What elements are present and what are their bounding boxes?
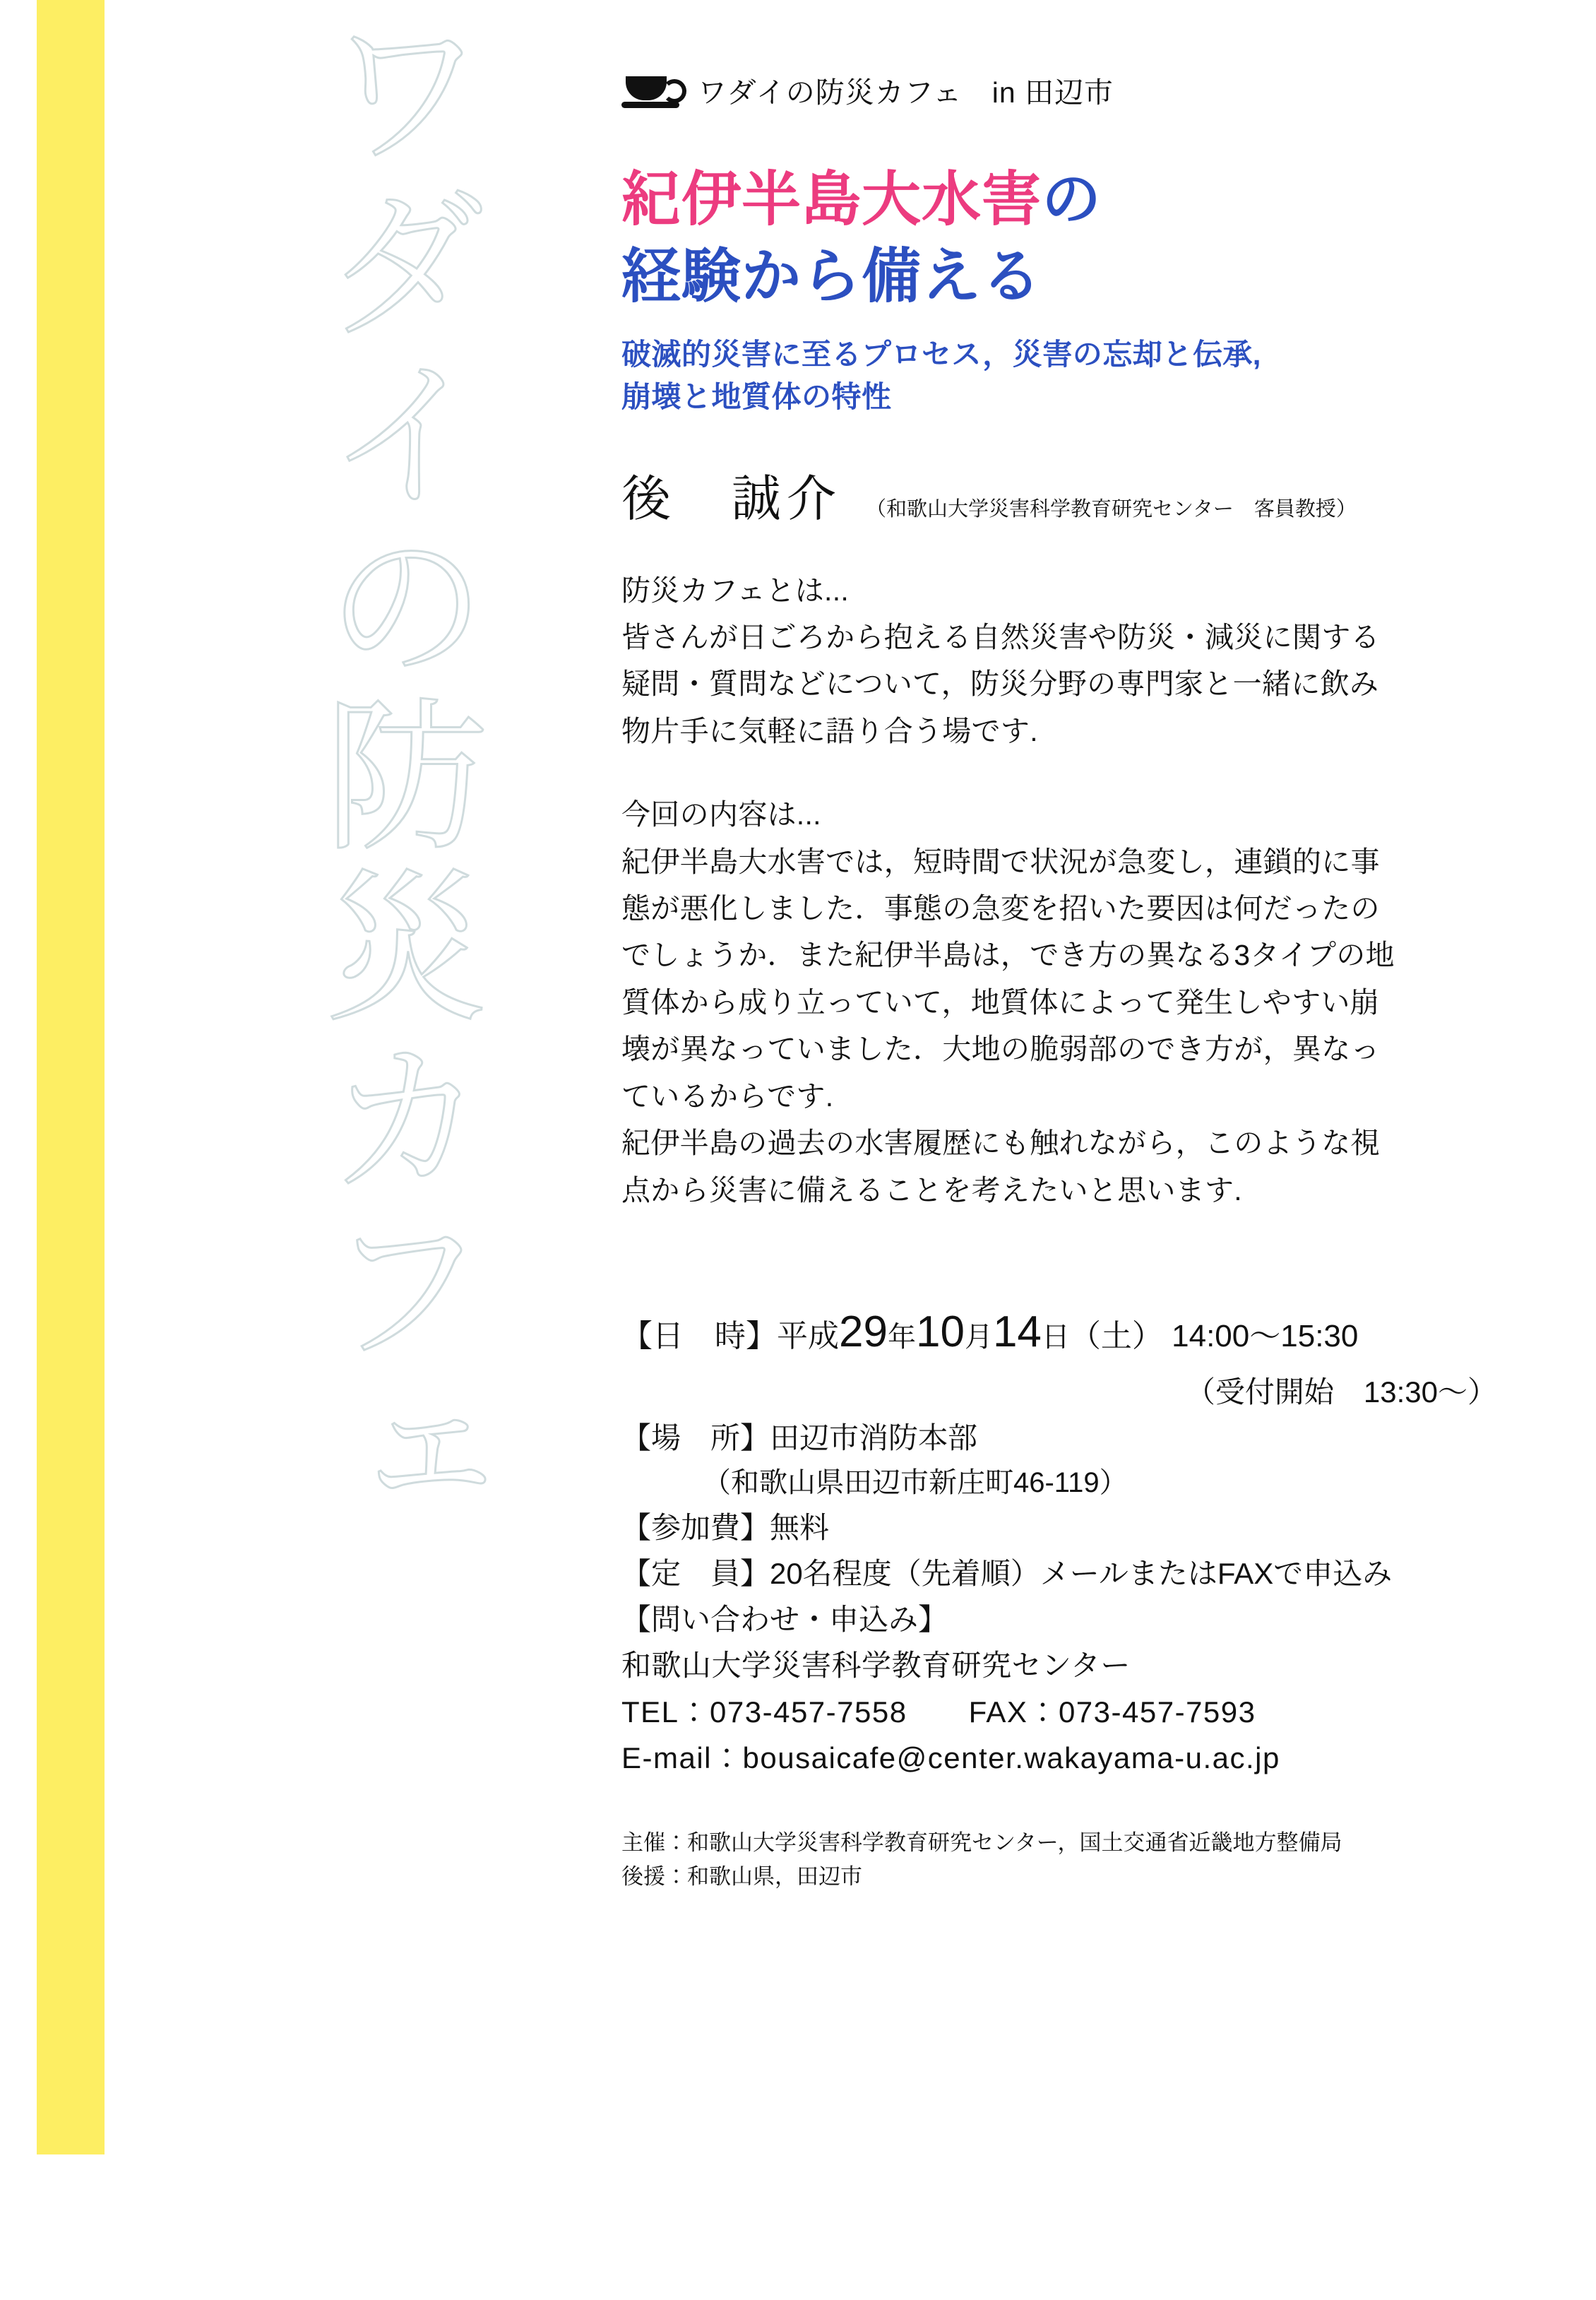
title-line-1 (621, 161, 1561, 238)
speaker-block (621, 459, 1561, 530)
title-line-1-suffix: の (1042, 166, 1102, 232)
title-highlight: 紀伊半島大水害 (621, 166, 1042, 232)
content-line-6: ているからです. (621, 1079, 834, 1113)
coffee-cup-icon (621, 68, 682, 112)
speaker-name: 後 誠介 (621, 470, 842, 526)
speaker-affiliation: （和歌山大学災害科学教育研究センター 客員教授） (866, 497, 1357, 521)
fee-label: 【参加費】 (621, 1511, 770, 1545)
yellow-stripe (37, 0, 105, 2154)
date-year-unit: 年 (887, 1321, 916, 1353)
date-day: 14 (992, 1307, 1042, 1356)
date-weekday: （土） (1069, 1318, 1163, 1353)
date-label: 【日 時】 (621, 1318, 777, 1353)
event-details (621, 1298, 1561, 1781)
poster-main-column (621, 0, 1561, 2300)
detail-contact-telfax: TEL：073-457-7558 FAX：073-457-7593 (621, 1695, 1256, 1729)
detail-contact-label: 【問い合わせ・申込み】 (621, 1603, 948, 1637)
detail-capacity (621, 1551, 1561, 1596)
vertical-watermark-text: ワダイの防災カフェ (297, 7, 488, 1546)
date-era: 平成 (777, 1318, 839, 1353)
content-line-1: 紀伊半島大水害では，短時間で状況が急変し，連鎖的に事 (621, 845, 1380, 878)
detail-contact-email[interactable]: E-mail：bousaicafe@center.wakayama-u.ac.jp (621, 1741, 1280, 1774)
detail-fee (621, 1505, 1561, 1551)
content-line-4: 質体から成り立っていて，地質体によって発生しやすい崩 (621, 985, 1379, 1019)
subtitle-block (621, 333, 1561, 417)
detail-reception: （受付開始 13:30〜） (1185, 1375, 1497, 1409)
content-line-5: 壊が異なっていました．大地の脆弱部のでき方が，異なっ (621, 1033, 1380, 1066)
header-title: ワダイの防災カフェ in 田辺市 (698, 76, 1114, 109)
subtitle-line-1: 破滅的災害に至るプロセス，災害の忘却と伝承, (621, 338, 1261, 372)
intro-line-3: 物片手に気軽に語り合う場です. (621, 714, 1038, 747)
content-line-8: 点から災害に備えることを考えたいと思います. (621, 1173, 1242, 1207)
date-time: 14:00〜15:30 (1172, 1318, 1359, 1353)
content-line-3: でしょうか．また紀伊半島は，でき方の異なる3タイプの地 (621, 939, 1395, 972)
date-month: 10 (915, 1307, 965, 1356)
content-line-7: 紀伊半島の過去の水害履歴にも触れながら，このような視 (621, 1127, 1380, 1160)
fee-value: 無料 (770, 1511, 830, 1545)
place-label: 【場 所】 (621, 1421, 770, 1455)
title-block (621, 161, 1561, 418)
title-line-2: 経験から備える (621, 243, 1042, 310)
date-month-unit: 月 (964, 1321, 993, 1353)
left-decoration-band (0, 0, 494, 2300)
intro-line-2: 疑問・質問などについて，防災分野の専門家と一緒に飲み (621, 668, 1379, 701)
date-day-unit: 日 (1041, 1321, 1070, 1353)
poster-footer (621, 1826, 1561, 1894)
content-paragraph (621, 791, 1561, 1214)
place-value: 田辺市消防本部 (770, 1421, 978, 1455)
subtitle-line-2: 崩壊と地質体の特性 (621, 380, 892, 413)
date-year: 29 (839, 1307, 888, 1356)
footer-organizer: 主催：和歌山大学災害科学教育研究センター，国土交通省近畿地方整備局 (621, 1830, 1342, 1855)
content-heading: 今回の内容は... (621, 798, 821, 831)
intro-line-1: 皆さんが日ごろから抱える自然災害や防災・減災に関する (621, 621, 1380, 654)
detail-place-address: （和歌山県田辺市新庄町46-119） (703, 1467, 1128, 1499)
detail-date (621, 1298, 1561, 1366)
capacity-value: 20名程度（先着順）メールまたはFAXで申込み (770, 1557, 1393, 1591)
content-line-2: 態が悪化しました．事態の急変を招いた要因は何だったの (621, 892, 1380, 925)
intro-paragraph (621, 567, 1561, 755)
poster-header (621, 68, 1561, 112)
footer-support: 後援：和歌山県，田辺市 (621, 1863, 862, 1889)
capacity-label: 【定 員】 (621, 1557, 770, 1591)
detail-contact-org: 和歌山大学災害科学教育研究センター (621, 1649, 1131, 1683)
intro-heading: 防災カフェとは... (621, 574, 850, 607)
detail-place (621, 1415, 1561, 1461)
